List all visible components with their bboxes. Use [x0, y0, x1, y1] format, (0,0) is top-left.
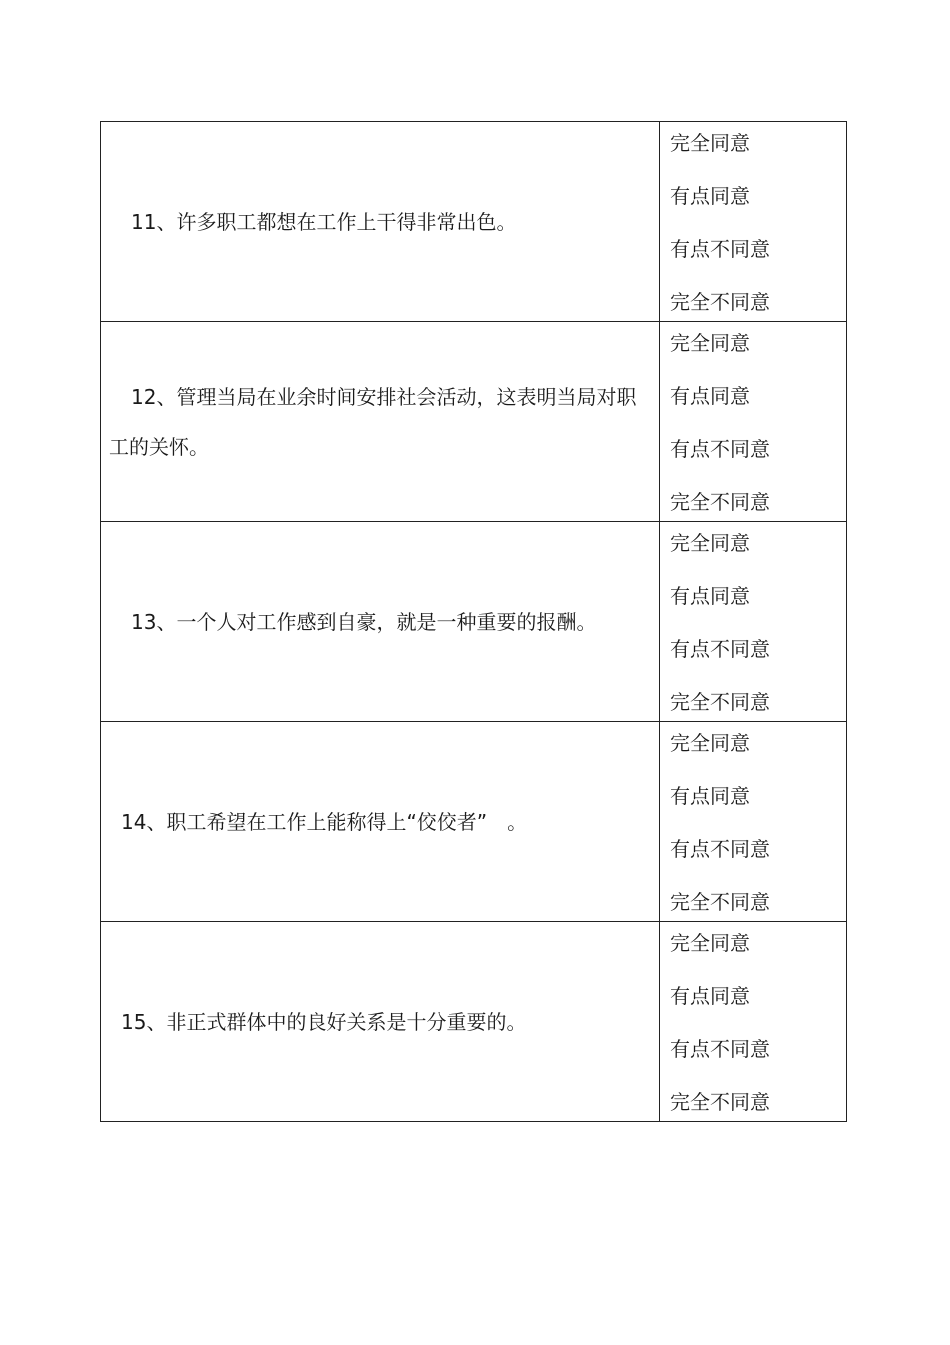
option-somewhat-disagree[interactable]: 有点不同意 [670, 637, 770, 661]
answer-options [660, 722, 846, 921]
option-strongly-disagree[interactable]: 完全不同意 [670, 690, 770, 714]
option-strongly-agree[interactable]: 完全同意 [670, 531, 750, 555]
options-cell [660, 322, 847, 522]
question-text: 13、一个人对工作感到自豪，就是一种重要的报酬。 [131, 609, 597, 634]
question-row [101, 922, 847, 1122]
option-strongly-agree[interactable]: 完全同意 [670, 731, 750, 755]
question-cell [101, 522, 660, 722]
answer-options [660, 122, 846, 321]
question-cell [101, 722, 660, 922]
question-row [101, 722, 847, 922]
options-cell [660, 922, 847, 1122]
option-somewhat-agree[interactable]: 有点同意 [670, 784, 750, 808]
answer-options [660, 322, 846, 521]
question-row [101, 322, 847, 522]
question-cell [101, 122, 660, 322]
question-text: 14、职工希望在工作上能称得上“佼佼者” 。 [121, 809, 528, 834]
option-somewhat-agree[interactable]: 有点同意 [670, 384, 750, 408]
question-cell [101, 322, 660, 522]
answer-options [660, 522, 846, 721]
question-row [101, 122, 847, 322]
option-strongly-agree[interactable]: 完全同意 [670, 331, 750, 355]
answer-options [660, 922, 846, 1121]
question-text: 15、非正式群体中的良好关系是十分重要的。 [121, 1009, 527, 1034]
option-strongly-disagree[interactable]: 完全不同意 [670, 290, 770, 314]
option-somewhat-agree[interactable]: 有点同意 [670, 184, 750, 208]
option-strongly-disagree[interactable]: 完全不同意 [670, 1090, 770, 1114]
survey-table [100, 121, 847, 1122]
option-somewhat-agree[interactable]: 有点同意 [670, 984, 750, 1008]
option-strongly-disagree[interactable]: 完全不同意 [670, 890, 770, 914]
question-cell [101, 922, 660, 1122]
option-strongly-agree[interactable]: 完全同意 [670, 931, 750, 955]
option-somewhat-agree[interactable]: 有点同意 [670, 584, 750, 608]
option-somewhat-disagree[interactable]: 有点不同意 [670, 437, 770, 461]
question-row [101, 522, 847, 722]
options-cell [660, 522, 847, 722]
option-somewhat-disagree[interactable]: 有点不同意 [670, 1037, 770, 1061]
option-strongly-disagree[interactable]: 完全不同意 [670, 490, 770, 514]
options-cell [660, 722, 847, 922]
question-text: 12、管理当局在业余时间安排社会活动，这表明当局对职工的关怀。 [109, 384, 637, 459]
option-somewhat-disagree[interactable]: 有点不同意 [670, 837, 770, 861]
option-strongly-agree[interactable]: 完全同意 [670, 131, 750, 155]
question-text: 11、许多职工都想在工作上干得非常出色。 [131, 209, 517, 234]
options-cell [660, 122, 847, 322]
option-somewhat-disagree[interactable]: 有点不同意 [670, 237, 770, 261]
